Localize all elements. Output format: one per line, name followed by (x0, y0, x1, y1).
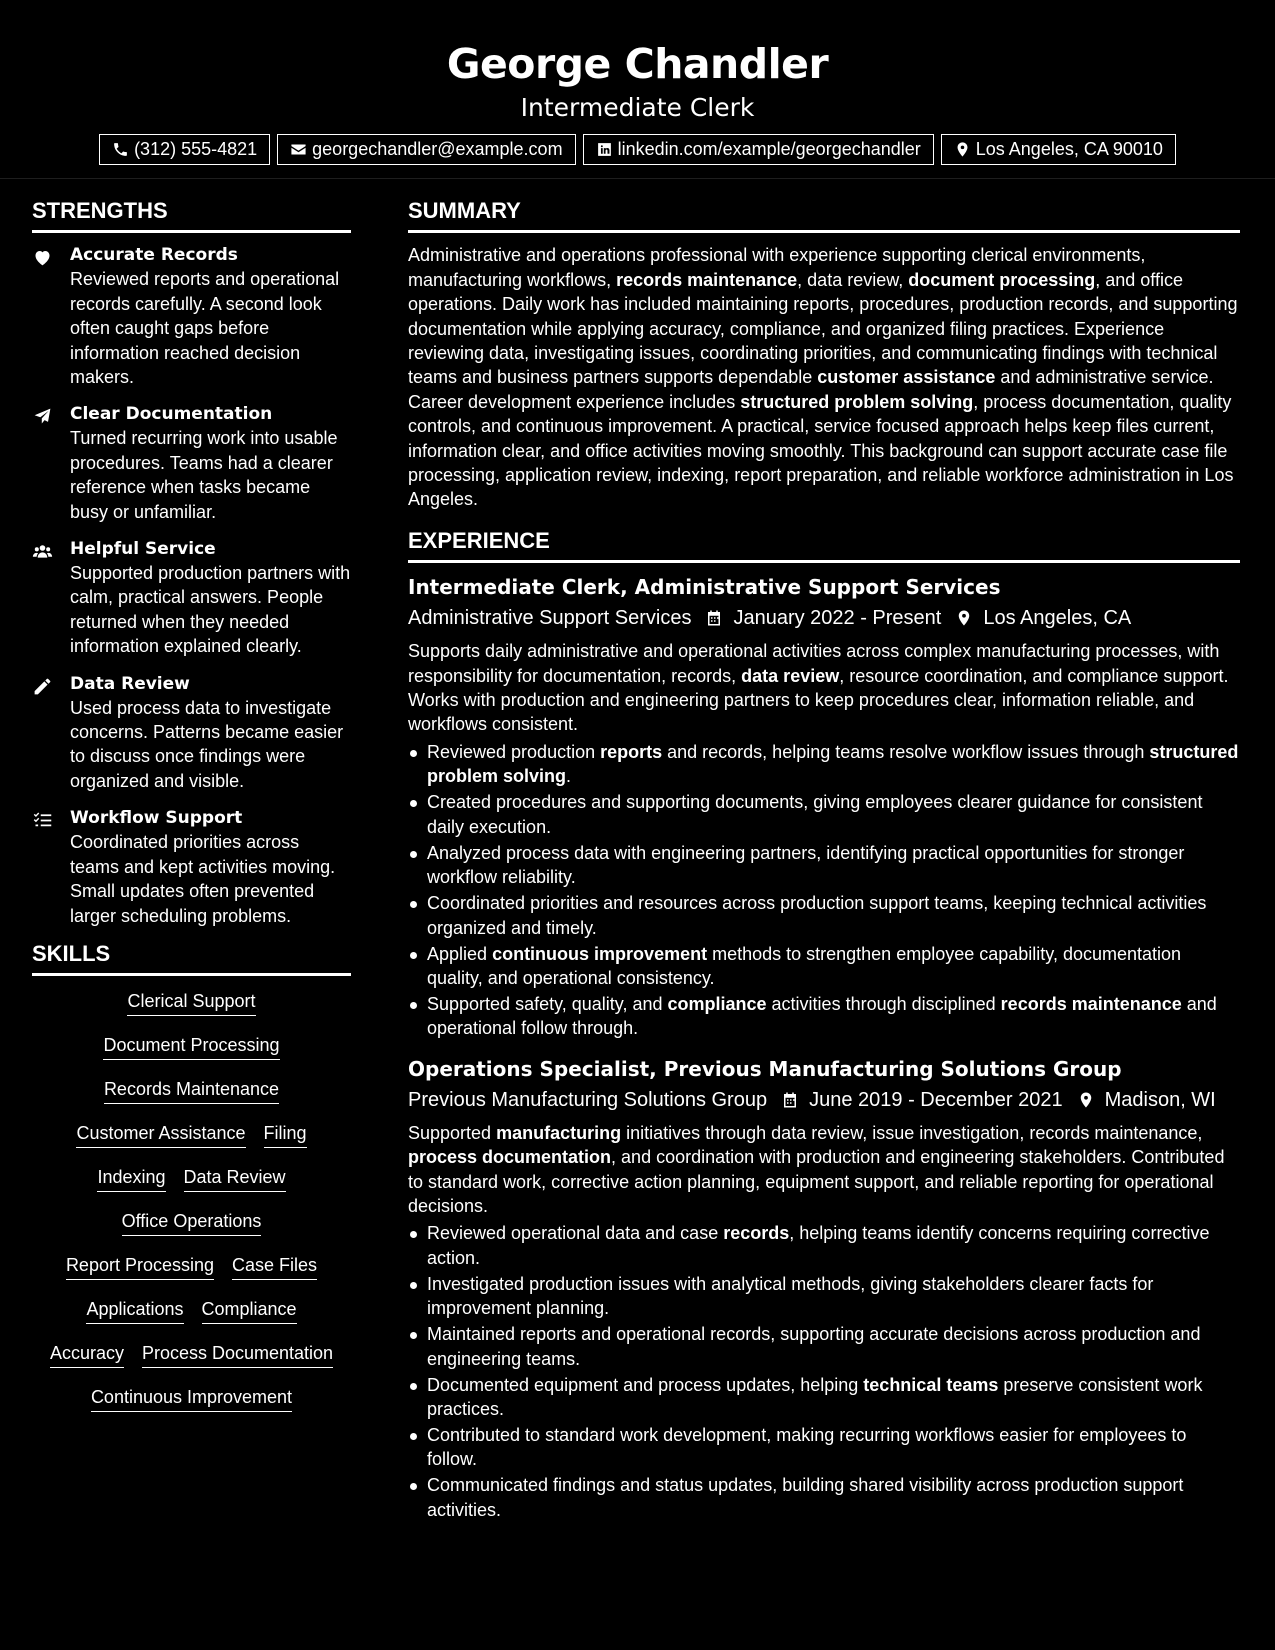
strength-desc: Supported production partners with calm, practical answers. People returned when they needed information explained clearly. (70, 563, 351, 657)
skill-tag: Records Maintenance (104, 1078, 279, 1104)
left-column (32, 198, 351, 1430)
job-dates: January 2022 - Present (733, 607, 942, 630)
skills-heading: SKILLS (32, 941, 351, 976)
phone-text: (312) 555-4821 (134, 139, 258, 159)
contact-bar (0, 134, 1275, 165)
skill-tag: Accuracy (50, 1342, 124, 1368)
skill-tag: Filing (264, 1122, 307, 1148)
strength-name: Workflow Support (70, 808, 243, 829)
summary-text: Administrative and operations professional with experience supporting clerical environments, manufacturing workflows, records maintenance, data review, document processing, and office operations. Daily work has included maintaining reports, procedures, production records, and supporting documentation while applying accuracy, compliance, and organized filing practices. Experience reviewing data, investigating issues, coordinating priorities, and communicating findings with technical teams and business partners supports dependable customer assistance and administrative service. Career development experience includes structured problem solving, process documentation, quality controls, and continuous improvement. A practical, service focused approach helps keep files current, information clear, and office activities moving smoothly. This background can support accurate case file processing, application review, indexing, report preparation, and reliable workforce administration in Los Angeles. (408, 245, 1238, 510)
job-meta (408, 605, 1240, 631)
strength-item (32, 402, 351, 524)
candidate-title: Intermediate Clerk (520, 93, 755, 122)
bullet-item: Analyzed process data with engineering partners, identifying practical opportunities for stronger workflow reliability. (408, 841, 1240, 890)
candidate-name: George Chandler (446, 40, 829, 88)
experience-heading: EXPERIENCE (408, 528, 1240, 563)
calendar-icon (781, 1091, 799, 1109)
skill-tag: Office Operations (122, 1210, 262, 1236)
strength-desc: Used process data to investigate concerns. Patterns became easier to discuss once findings were organized and visible. (70, 697, 344, 791)
strength-item (32, 672, 351, 794)
bullet-item: Contributed to standard work development, making recurring workflows easier for employees to follow. (408, 1423, 1240, 1472)
bullet-item: Applied continuous improvement methods to strengthen employee capability, documentation quality, and operational consistency. (408, 942, 1240, 991)
right-column (408, 198, 1240, 1536)
bullet-item: Coordinated priorities and resources across production support teams, keeping technical activities organized and timely. (408, 891, 1240, 940)
skill-tag: Indexing (97, 1166, 165, 1192)
skill-tag: Process Documentation (142, 1342, 333, 1368)
summary-heading: SUMMARY (408, 198, 1240, 233)
job-title: Operations Specialist, Previous Manufacturing Solutions Group (408, 1056, 1122, 1081)
map-pin-icon (954, 141, 971, 158)
strength-item (32, 537, 351, 659)
map-pin-icon (955, 609, 973, 627)
location-text: Los Angeles, CA 90010 (975, 139, 1163, 159)
job-bullets (408, 740, 1240, 1041)
skills-list (32, 990, 351, 1430)
skill-tag: Compliance (202, 1298, 297, 1324)
strength-name: Helpful Service (70, 539, 216, 560)
map-pin-icon (1077, 1091, 1095, 1109)
skill-tag: Customer Assistance (76, 1122, 245, 1148)
skill-tag: Case Files (232, 1254, 317, 1280)
skill-tag: Applications (86, 1298, 183, 1324)
heart-icon (32, 247, 53, 268)
strength-desc: Coordinated priorities across teams and kept activities moving. Small updates often prevented larger scheduling problems. (70, 832, 336, 926)
bullet-item: Reviewed production reports and records, helping teams resolve workflow issues through structured problem solving. (408, 740, 1240, 789)
skill-tag: Clerical Support (127, 990, 255, 1016)
job-meta (408, 1087, 1240, 1113)
strength-name: Clear Documentation (70, 404, 273, 425)
skill-tag: Data Review (184, 1166, 286, 1192)
bullet-item: Created procedures and supporting documents, giving employees clearer guidance for consistent daily execution. (408, 790, 1240, 839)
linkedin-contact[interactable] (583, 134, 934, 165)
job-entry (408, 1055, 1240, 1522)
linkedin-icon (596, 141, 613, 158)
skill-tag: Report Processing (66, 1254, 214, 1280)
email-text: georgechandler@example.com (312, 139, 563, 159)
pencil-icon (32, 676, 53, 697)
job-dates: June 2019 - December 2021 (809, 1088, 1063, 1111)
job-title: Intermediate Clerk, Administrative Support Services (408, 575, 1001, 600)
job-location: Los Angeles, CA (983, 607, 1132, 630)
users-icon (32, 541, 53, 562)
phone-icon (112, 141, 129, 158)
paper-plane-icon (32, 406, 53, 427)
calendar-icon (705, 609, 723, 627)
bullet-item: Supported safety, quality, and compliance activities through disciplined records maintenance and operational follow through. (408, 992, 1240, 1041)
strength-item (32, 243, 351, 389)
job-company: Administrative Support Services (408, 607, 692, 630)
bullet-item: Maintained reports and operational records, supporting accurate decisions across production and engineering teams. (408, 1322, 1240, 1371)
job-description: Supported manufacturing initiatives through data review, issue investigation, records maintenance, process documentation, and coordination with production and engineering stakeholders. Contributed to standard work, corrective action planning, equipment support, and reliable reporting for operational decisions. (408, 1122, 1225, 1216)
strengths-heading: STRENGTHS (32, 198, 351, 233)
job-entry (408, 573, 1240, 1040)
bullet-item: Documented equipment and process updates, helping technical teams preserve consistent work practices. (408, 1373, 1240, 1422)
job-description: Supports daily administrative and operational activities across complex manufacturing processes, with responsibility for documentation, records, data review, resource coordination, and compliance support. Works with production and engineering partners to keep procedures clear, information reliable, and workflows consistent. (408, 641, 1229, 735)
phone-contact[interactable] (99, 134, 270, 165)
email-contact[interactable] (277, 134, 575, 165)
resume-header (0, 0, 1275, 179)
bullet-item: Investigated production issues with analytical methods, giving stakeholders clearer facts for improvement planning. (408, 1272, 1240, 1321)
strength-name: Data Review (70, 673, 190, 694)
strength-item (32, 806, 351, 928)
skill-tag: Continuous Improvement (91, 1386, 292, 1412)
linkedin-text: linkedin.com/example/georgechandler (617, 139, 921, 159)
list-check-icon (32, 810, 53, 831)
job-location: Madison, WI (1104, 1088, 1216, 1111)
skill-tag: Document Processing (103, 1034, 279, 1060)
bullet-item: Reviewed operational data and case records, helping teams identify concerns requiring corrective action. (408, 1221, 1240, 1270)
bullet-item: Communicated findings and status updates, building shared visibility across production support activities. (408, 1473, 1240, 1522)
job-bullets (408, 1221, 1240, 1522)
strength-name: Accurate Records (70, 245, 238, 266)
strength-desc: Reviewed reports and operational records carefully. A second look often caught gaps before information reached decision makers. (70, 269, 340, 388)
strength-desc: Turned recurring work into usable procedures. Teams had a clearer reference when tasks became busy or unfamiliar. (70, 428, 338, 522)
location-contact (941, 134, 1176, 165)
envelope-icon (290, 141, 307, 158)
job-company: Previous Manufacturing Solutions Group (408, 1088, 768, 1111)
